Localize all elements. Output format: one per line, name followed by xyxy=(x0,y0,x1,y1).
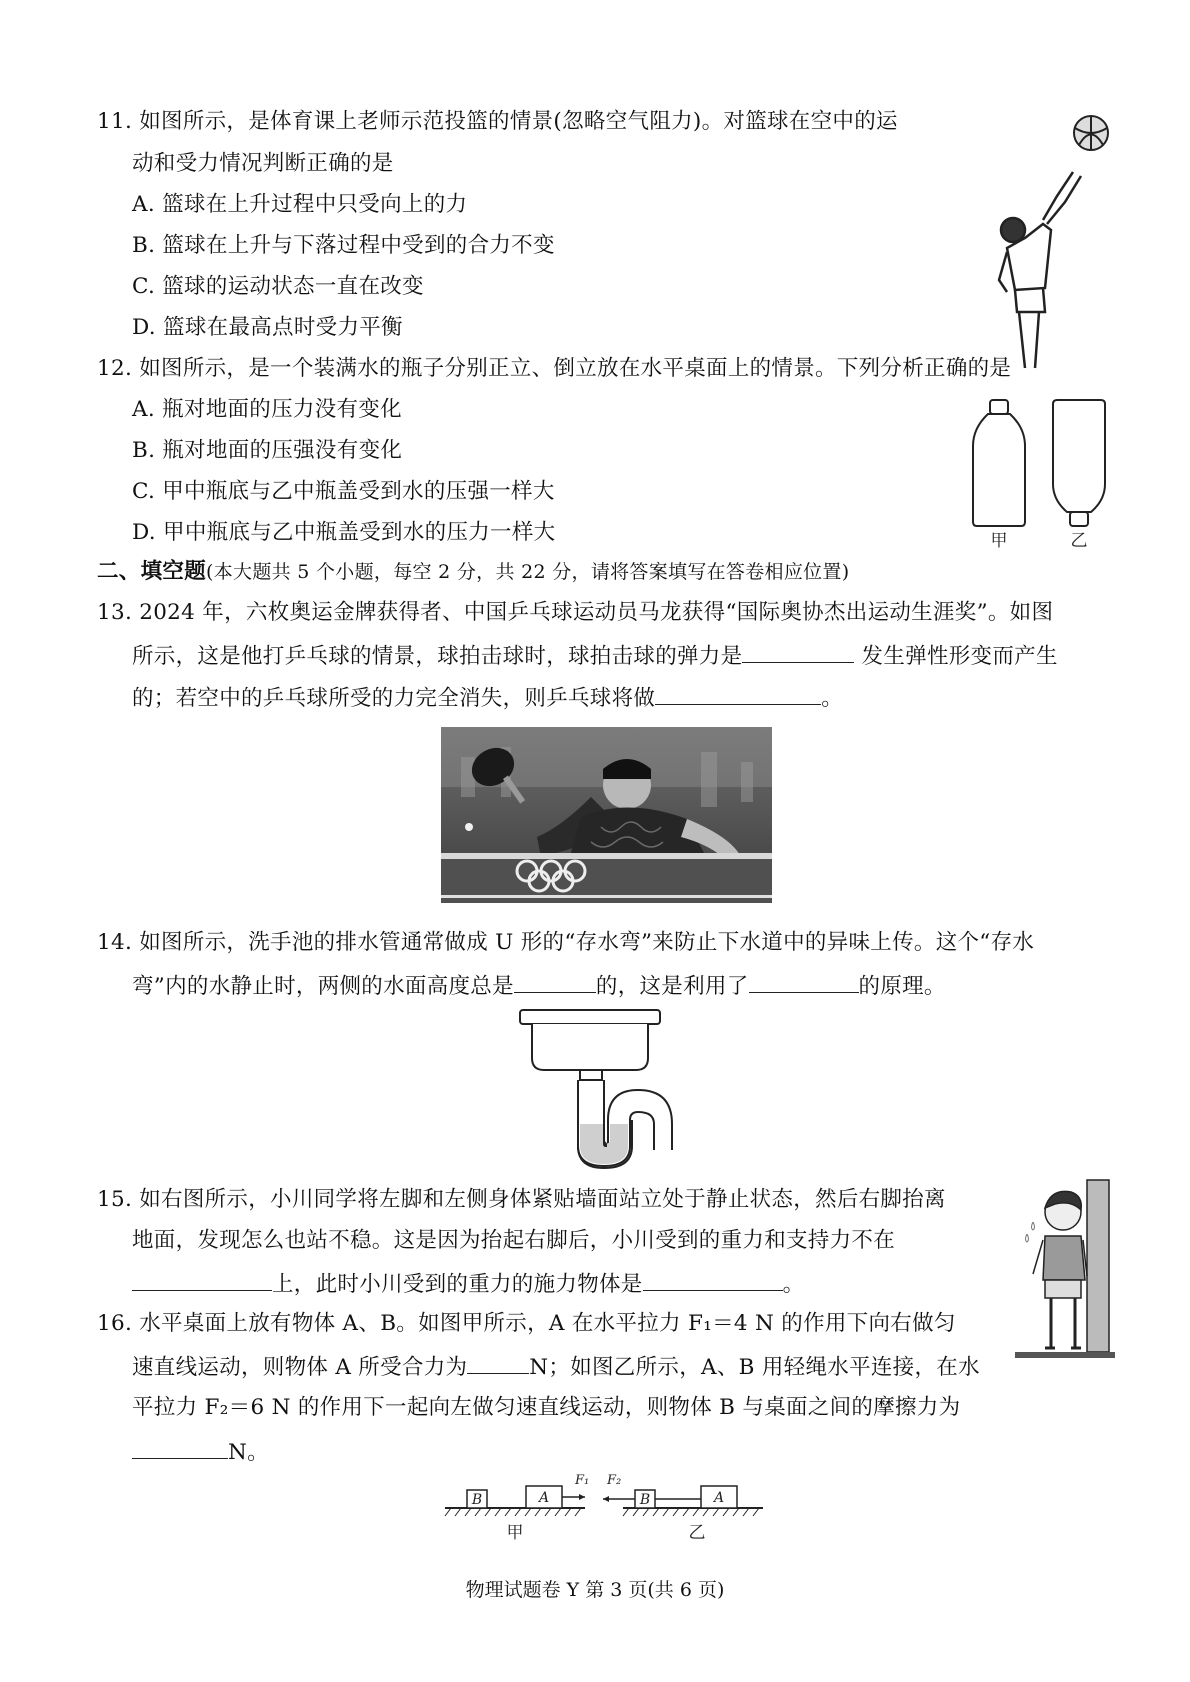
q12-option-c: C. 甲中瓶底与乙中瓶盖受到水的压强一样大 xyxy=(132,479,555,504)
q13-line-3b: 。 xyxy=(821,686,844,711)
basketball-player-figure xyxy=(985,112,1115,372)
q16-line-2a: 速直线运动，则物体 A 所受合力为 xyxy=(132,1355,468,1380)
block-a-jia-label: A xyxy=(538,1490,550,1506)
q16-blank-2[interactable] xyxy=(132,1436,228,1459)
q13-blank-1[interactable] xyxy=(742,640,854,663)
q15-line-1: 15. 如右图所示，小川同学将左脚和左侧身体紧贴墙面站立处于静止状态，然后右脚抬离 xyxy=(97,1187,946,1212)
q12-stem: 12. 如图所示，是一个装满水的瓶子分别正立、倒立放在水平桌面上的情景。下列分析正确的是 xyxy=(97,356,1012,381)
q12-option-b: B. 瓶对地面的压强没有变化 xyxy=(132,438,403,463)
inverted-bottle-icon xyxy=(1053,400,1105,526)
boy-icon xyxy=(1033,1191,1087,1348)
q14-line-2b: 的，这是利用了 xyxy=(595,974,749,999)
q14-line-2 xyxy=(132,970,946,1002)
q14-blank-1[interactable] xyxy=(514,970,596,993)
sink-basin xyxy=(532,1024,648,1070)
sweat-drops-icon xyxy=(1026,1222,1035,1242)
q16-line-1: 16. 水平桌面上放有物体 A、B。如图甲所示，A 在水平拉力 F₁＝4 N 的作用下向右做匀 xyxy=(97,1311,956,1336)
q16-line-2 xyxy=(132,1351,980,1383)
force-f1-label: F₁ xyxy=(575,1473,590,1488)
upright-bottle-icon xyxy=(973,400,1025,526)
q16-line-3: 平拉力 F₂＝6 N 的作用下一起向左做匀速直线运动，则物体 B 与桌面之间的摩擦力为 xyxy=(132,1395,961,1420)
q12-option-a: A. 瓶对地面的压力没有变化 xyxy=(132,397,402,422)
figure-jia xyxy=(445,1473,589,1543)
table-tennis-photo xyxy=(441,727,772,903)
bottle-label-yi: 乙 xyxy=(1070,531,1088,551)
q11-option-d: D. 篮球在最高点时受力平衡 xyxy=(132,315,403,340)
q13-line-3a: 的；若空中的乒乓球所受的力完全消失，则乒乓球将做 xyxy=(132,686,656,711)
block-a-yi-label: A xyxy=(713,1490,725,1506)
q15-blank-1[interactable] xyxy=(132,1268,272,1291)
sink-u-trap-figure xyxy=(520,1008,670,1170)
q16-line-4 xyxy=(132,1436,269,1468)
q13-line-2a: 所示，这是他打乒乓球的情景，球拍击球时，球拍击球的弹力是 xyxy=(132,644,743,669)
player-icon xyxy=(999,172,1081,368)
floor xyxy=(1015,1352,1115,1358)
q15-line-3a: 上，此时小川受到的重力的施力物体是 xyxy=(272,1272,643,1297)
bottle-label-jia: 甲 xyxy=(990,531,1008,551)
force-f2-label: F₂ xyxy=(607,1473,622,1488)
figure-jia-label: 甲 xyxy=(506,1523,524,1543)
q13-blank-2[interactable] xyxy=(655,682,821,705)
q16-line-2b: N；如图乙所示，A、B 用轻绳水平连接，在水 xyxy=(529,1355,980,1380)
q13-line-2 xyxy=(132,640,1058,672)
q13-line-2b: 发生弹性形变而产生 xyxy=(861,644,1058,669)
q11-option-a: A. 篮球在上升过程中只受向上的力 xyxy=(132,192,468,217)
q11-option-b: B. 篮球在上升与下落过程中受到的合力不变 xyxy=(132,233,555,258)
section-title-text: 二、填空题 xyxy=(97,559,207,584)
q11-option-c: C. 篮球的运动状态一直在改变 xyxy=(132,274,424,299)
section-title xyxy=(97,557,849,587)
blocks-force-figure xyxy=(445,1466,775,1546)
q15-line-3b: 。 xyxy=(782,1272,805,1297)
block-b-jia-label: B xyxy=(471,1492,483,1508)
q12-option-d: D. 甲中瓶底与乙中瓶盖受到水的压力一样大 xyxy=(132,520,556,545)
q14-line-1: 14. 如图所示，洗手池的排水管通常做成 U 形的“存水弯”来防止下水道中的异味上传。这个“存水 xyxy=(97,930,1035,955)
figure-yi xyxy=(603,1473,763,1543)
page-footer: 物理试题卷 Y 第 3 页(共 6 页) xyxy=(465,1579,725,1601)
q11-stem-line-1: 11. 如图所示，是体育课上老师示范投篮的情景(忽略空气阻力)。对篮球在空中的运 xyxy=(97,109,898,134)
sink-rim xyxy=(520,1010,660,1024)
basketball-icon xyxy=(1074,116,1108,150)
boy-against-wall-figure xyxy=(1015,1180,1115,1360)
q15-line-2: 地面，发现怎么也站不稳。这是因为抬起右脚后，小川受到的重力和支持力不在 xyxy=(132,1228,896,1253)
q16-blank-1[interactable] xyxy=(467,1351,529,1374)
section-note: (本大题共 5 个小题，每空 2 分，共 22 分，请将答案填写在答卷相应位置) xyxy=(206,561,850,583)
bottles-figure xyxy=(975,398,1105,551)
q14-line-2c: 的原理。 xyxy=(858,974,946,999)
q13-line-1: 13. 2024 年，六枚奥运金牌获得者、中国乒乓球运动员马龙获得“国际奥协杰出运动生涯奖”。如图 xyxy=(97,600,1054,625)
wall xyxy=(1087,1180,1109,1352)
figure-yi-label: 乙 xyxy=(688,1523,706,1543)
block-b-yi-label: B xyxy=(639,1492,651,1508)
q14-blank-2[interactable] xyxy=(749,970,859,993)
q16-line-4-text: N。 xyxy=(228,1440,269,1465)
q15-line-3 xyxy=(132,1268,804,1300)
q14-line-2a: 弯”内的水静止时，两侧的水面高度总是 xyxy=(132,974,514,999)
q11-stem-line-2: 动和受力情况判断正确的是 xyxy=(132,151,394,176)
q13-line-3 xyxy=(132,682,843,714)
q15-blank-2[interactable] xyxy=(643,1268,783,1291)
